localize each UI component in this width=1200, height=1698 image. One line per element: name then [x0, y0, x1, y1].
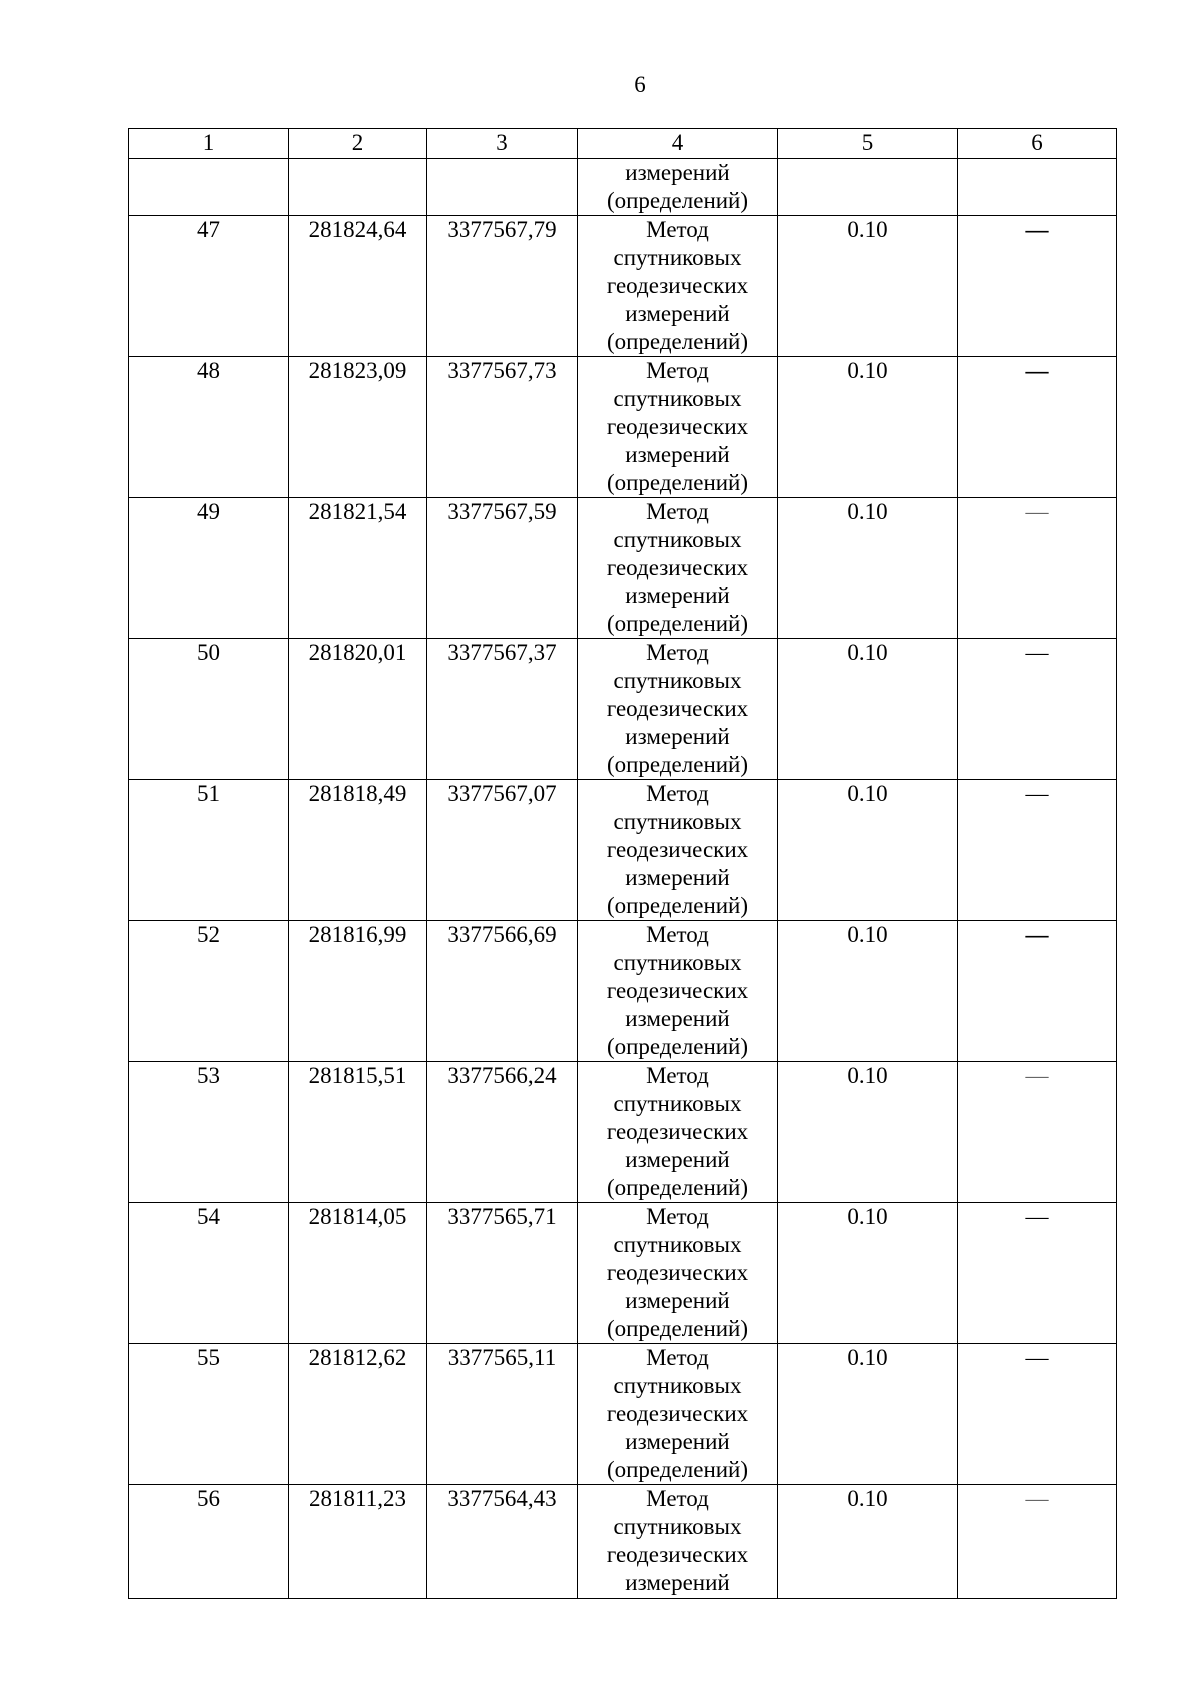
x-coordinate-cell: 281816,99 — [289, 921, 427, 1062]
note-cell — [958, 357, 1117, 498]
y-coordinate-cell: 3377567,37 — [427, 639, 578, 780]
table-row — [129, 357, 1117, 498]
point-number-cell: 53 — [129, 1062, 289, 1203]
y-coordinate-cell: 3377567,07 — [427, 780, 578, 921]
y-coordinate-cell: 3377566,24 — [427, 1062, 578, 1203]
method-line: (определений) — [606, 1175, 749, 1200]
method-cell — [578, 1344, 778, 1485]
note-cell — [958, 1203, 1117, 1344]
point-number-cell: 51 — [129, 780, 289, 921]
accuracy-cell: 0.10 — [778, 639, 958, 780]
table-row — [129, 498, 1117, 639]
table-body — [129, 129, 1117, 1599]
method-line: спутниковых — [613, 809, 742, 834]
method-line: геодезических — [606, 696, 749, 721]
continuation-cell-5 — [778, 159, 958, 216]
method-line: (определений) — [606, 1457, 749, 1482]
x-coordinate-cell: 281814,05 — [289, 1203, 427, 1344]
method-line: спутниковых — [613, 1232, 742, 1257]
continuation-cell-1 — [129, 159, 289, 216]
method-line: (определений) — [606, 752, 749, 777]
accuracy-cell: 0.10 — [778, 498, 958, 639]
table-row — [129, 1344, 1117, 1485]
method-line: геодезических — [606, 978, 749, 1003]
y-coordinate-cell: 3377566,69 — [427, 921, 578, 1062]
note-dash: — — [1025, 640, 1049, 665]
method-line: измерений — [625, 865, 730, 890]
table-header-row — [129, 129, 1117, 159]
x-coordinate-cell: 281815,51 — [289, 1062, 427, 1203]
note-dash: — — [1025, 922, 1049, 947]
method-line: Метод — [646, 1486, 709, 1511]
method-cell — [578, 1203, 778, 1344]
method-line: спутниковых — [613, 245, 742, 270]
method-line: (определений) — [606, 1316, 749, 1341]
method-line: Метод — [646, 499, 709, 524]
x-coordinate-cell: 281812,62 — [289, 1344, 427, 1485]
method-line: Метод — [646, 358, 709, 383]
method-line: измерений — [625, 1570, 730, 1595]
header-cell-2: 2 — [289, 129, 427, 159]
note-cell — [958, 498, 1117, 639]
accuracy-cell: 0.10 — [778, 780, 958, 921]
method-cell — [578, 1062, 778, 1203]
note-dash: — — [1025, 1486, 1049, 1511]
accuracy-cell: 0.10 — [778, 1344, 958, 1485]
method-line: Метод — [646, 1204, 709, 1229]
x-coordinate-cell: 281820,01 — [289, 639, 427, 780]
accuracy-cell: 0.10 — [778, 357, 958, 498]
method-line: спутниковых — [613, 1514, 742, 1539]
method-line: геодезических — [606, 414, 749, 439]
method-line: спутниковых — [613, 1091, 742, 1116]
y-coordinate-cell: 3377567,73 — [427, 357, 578, 498]
method-line: измерений — [625, 1288, 730, 1313]
note-dash: — — [1025, 358, 1049, 383]
y-coordinate-cell: 3377567,59 — [427, 498, 578, 639]
y-coordinate-cell: 3377567,79 — [427, 216, 578, 357]
note-cell — [958, 216, 1117, 357]
accuracy-cell: 0.10 — [778, 1203, 958, 1344]
point-number-cell: 54 — [129, 1203, 289, 1344]
continuation-cell-6 — [958, 159, 1117, 216]
point-number-cell: 48 — [129, 357, 289, 498]
accuracy-cell: 0.10 — [778, 1062, 958, 1203]
continuation-cell-3 — [427, 159, 578, 216]
method-cell — [578, 639, 778, 780]
note-cell — [958, 639, 1117, 780]
note-cell — [958, 921, 1117, 1062]
x-coordinate-cell: 281823,09 — [289, 357, 427, 498]
method-line: геодезических — [606, 1401, 749, 1426]
method-line: спутниковых — [613, 527, 742, 552]
method-line: геодезических — [606, 1119, 749, 1144]
method-cell — [578, 1485, 778, 1599]
method-line: спутниковых — [613, 1373, 742, 1398]
method-line: измерений — [625, 583, 730, 608]
method-line: геодезических — [606, 1542, 749, 1567]
note-dash: — — [1025, 217, 1049, 242]
header-cell-1: 1 — [129, 129, 289, 159]
method-line: Метод — [646, 1345, 709, 1370]
table-row — [129, 780, 1117, 921]
table-row — [129, 639, 1117, 780]
method-cell — [578, 357, 778, 498]
note-cell — [958, 1344, 1117, 1485]
method-line: (определений) — [606, 611, 749, 636]
method-line: измерений — [625, 724, 730, 749]
table-row — [129, 921, 1117, 1062]
method-line: измерений — [625, 1147, 730, 1172]
method-line: спутниковых — [613, 950, 742, 975]
accuracy-cell: 0.10 — [778, 1485, 958, 1599]
x-coordinate-cell: 281824,64 — [289, 216, 427, 357]
method-line: Метод — [646, 922, 709, 947]
header-cell-6: 6 — [958, 129, 1117, 159]
x-coordinate-cell: 281811,23 — [289, 1485, 427, 1599]
method-cell — [578, 498, 778, 639]
method-cell — [578, 780, 778, 921]
method-line: измерений — [625, 1429, 730, 1454]
method-line: (определений) — [606, 188, 749, 213]
method-line: геодезических — [606, 273, 749, 298]
point-number-cell: 52 — [129, 921, 289, 1062]
note-cell — [958, 1062, 1117, 1203]
y-coordinate-cell: 3377564,43 — [427, 1485, 578, 1599]
page-number: 6 — [634, 72, 646, 97]
method-line: Метод — [646, 781, 709, 806]
note-dash: — — [1025, 1345, 1049, 1370]
method-line: геодезических — [606, 837, 749, 862]
continuation-method-cell — [578, 159, 778, 216]
method-line: спутниковых — [613, 386, 742, 411]
note-dash: — — [1025, 1063, 1049, 1088]
method-line: геодезических — [606, 555, 749, 580]
table-row — [129, 1062, 1117, 1203]
continuation-row — [129, 159, 1117, 216]
table-row — [129, 1485, 1117, 1599]
note-dash: — — [1025, 781, 1049, 806]
method-cell — [578, 921, 778, 1062]
method-line: спутниковых — [613, 668, 742, 693]
method-line: измерений — [625, 301, 730, 326]
x-coordinate-cell: 281821,54 — [289, 498, 427, 639]
method-line: измерений — [625, 442, 730, 467]
point-number-cell: 47 — [129, 216, 289, 357]
method-line: Метод — [646, 640, 709, 665]
table-row — [129, 216, 1117, 357]
header-cell-5: 5 — [778, 129, 958, 159]
accuracy-cell: 0.10 — [778, 216, 958, 357]
header-cell-3: 3 — [427, 129, 578, 159]
method-line: Метод — [646, 1063, 709, 1088]
method-line: (определений) — [606, 1034, 749, 1059]
y-coordinate-cell: 3377565,11 — [427, 1344, 578, 1485]
coordinates-table — [128, 128, 1117, 1599]
method-line: Метод — [646, 217, 709, 242]
point-number-cell: 50 — [129, 639, 289, 780]
continuation-cell-2 — [289, 159, 427, 216]
note-cell — [958, 780, 1117, 921]
method-line: (определений) — [606, 329, 749, 354]
method-line: измерений — [625, 160, 730, 185]
x-coordinate-cell: 281818,49 — [289, 780, 427, 921]
point-number-cell: 56 — [129, 1485, 289, 1599]
point-number-cell: 49 — [129, 498, 289, 639]
table-row — [129, 1203, 1117, 1344]
header-cell-4: 4 — [578, 129, 778, 159]
method-line: (определений) — [606, 470, 749, 495]
note-dash: — — [1025, 499, 1049, 524]
note-dash: — — [1025, 1204, 1049, 1229]
method-line: (определений) — [606, 893, 749, 918]
accuracy-cell: 0.10 — [778, 921, 958, 1062]
method-line: геодезических — [606, 1260, 749, 1285]
point-number-cell: 55 — [129, 1344, 289, 1485]
method-cell — [578, 216, 778, 357]
y-coordinate-cell: 3377565,71 — [427, 1203, 578, 1344]
note-cell — [958, 1485, 1117, 1599]
method-line: измерений — [625, 1006, 730, 1031]
